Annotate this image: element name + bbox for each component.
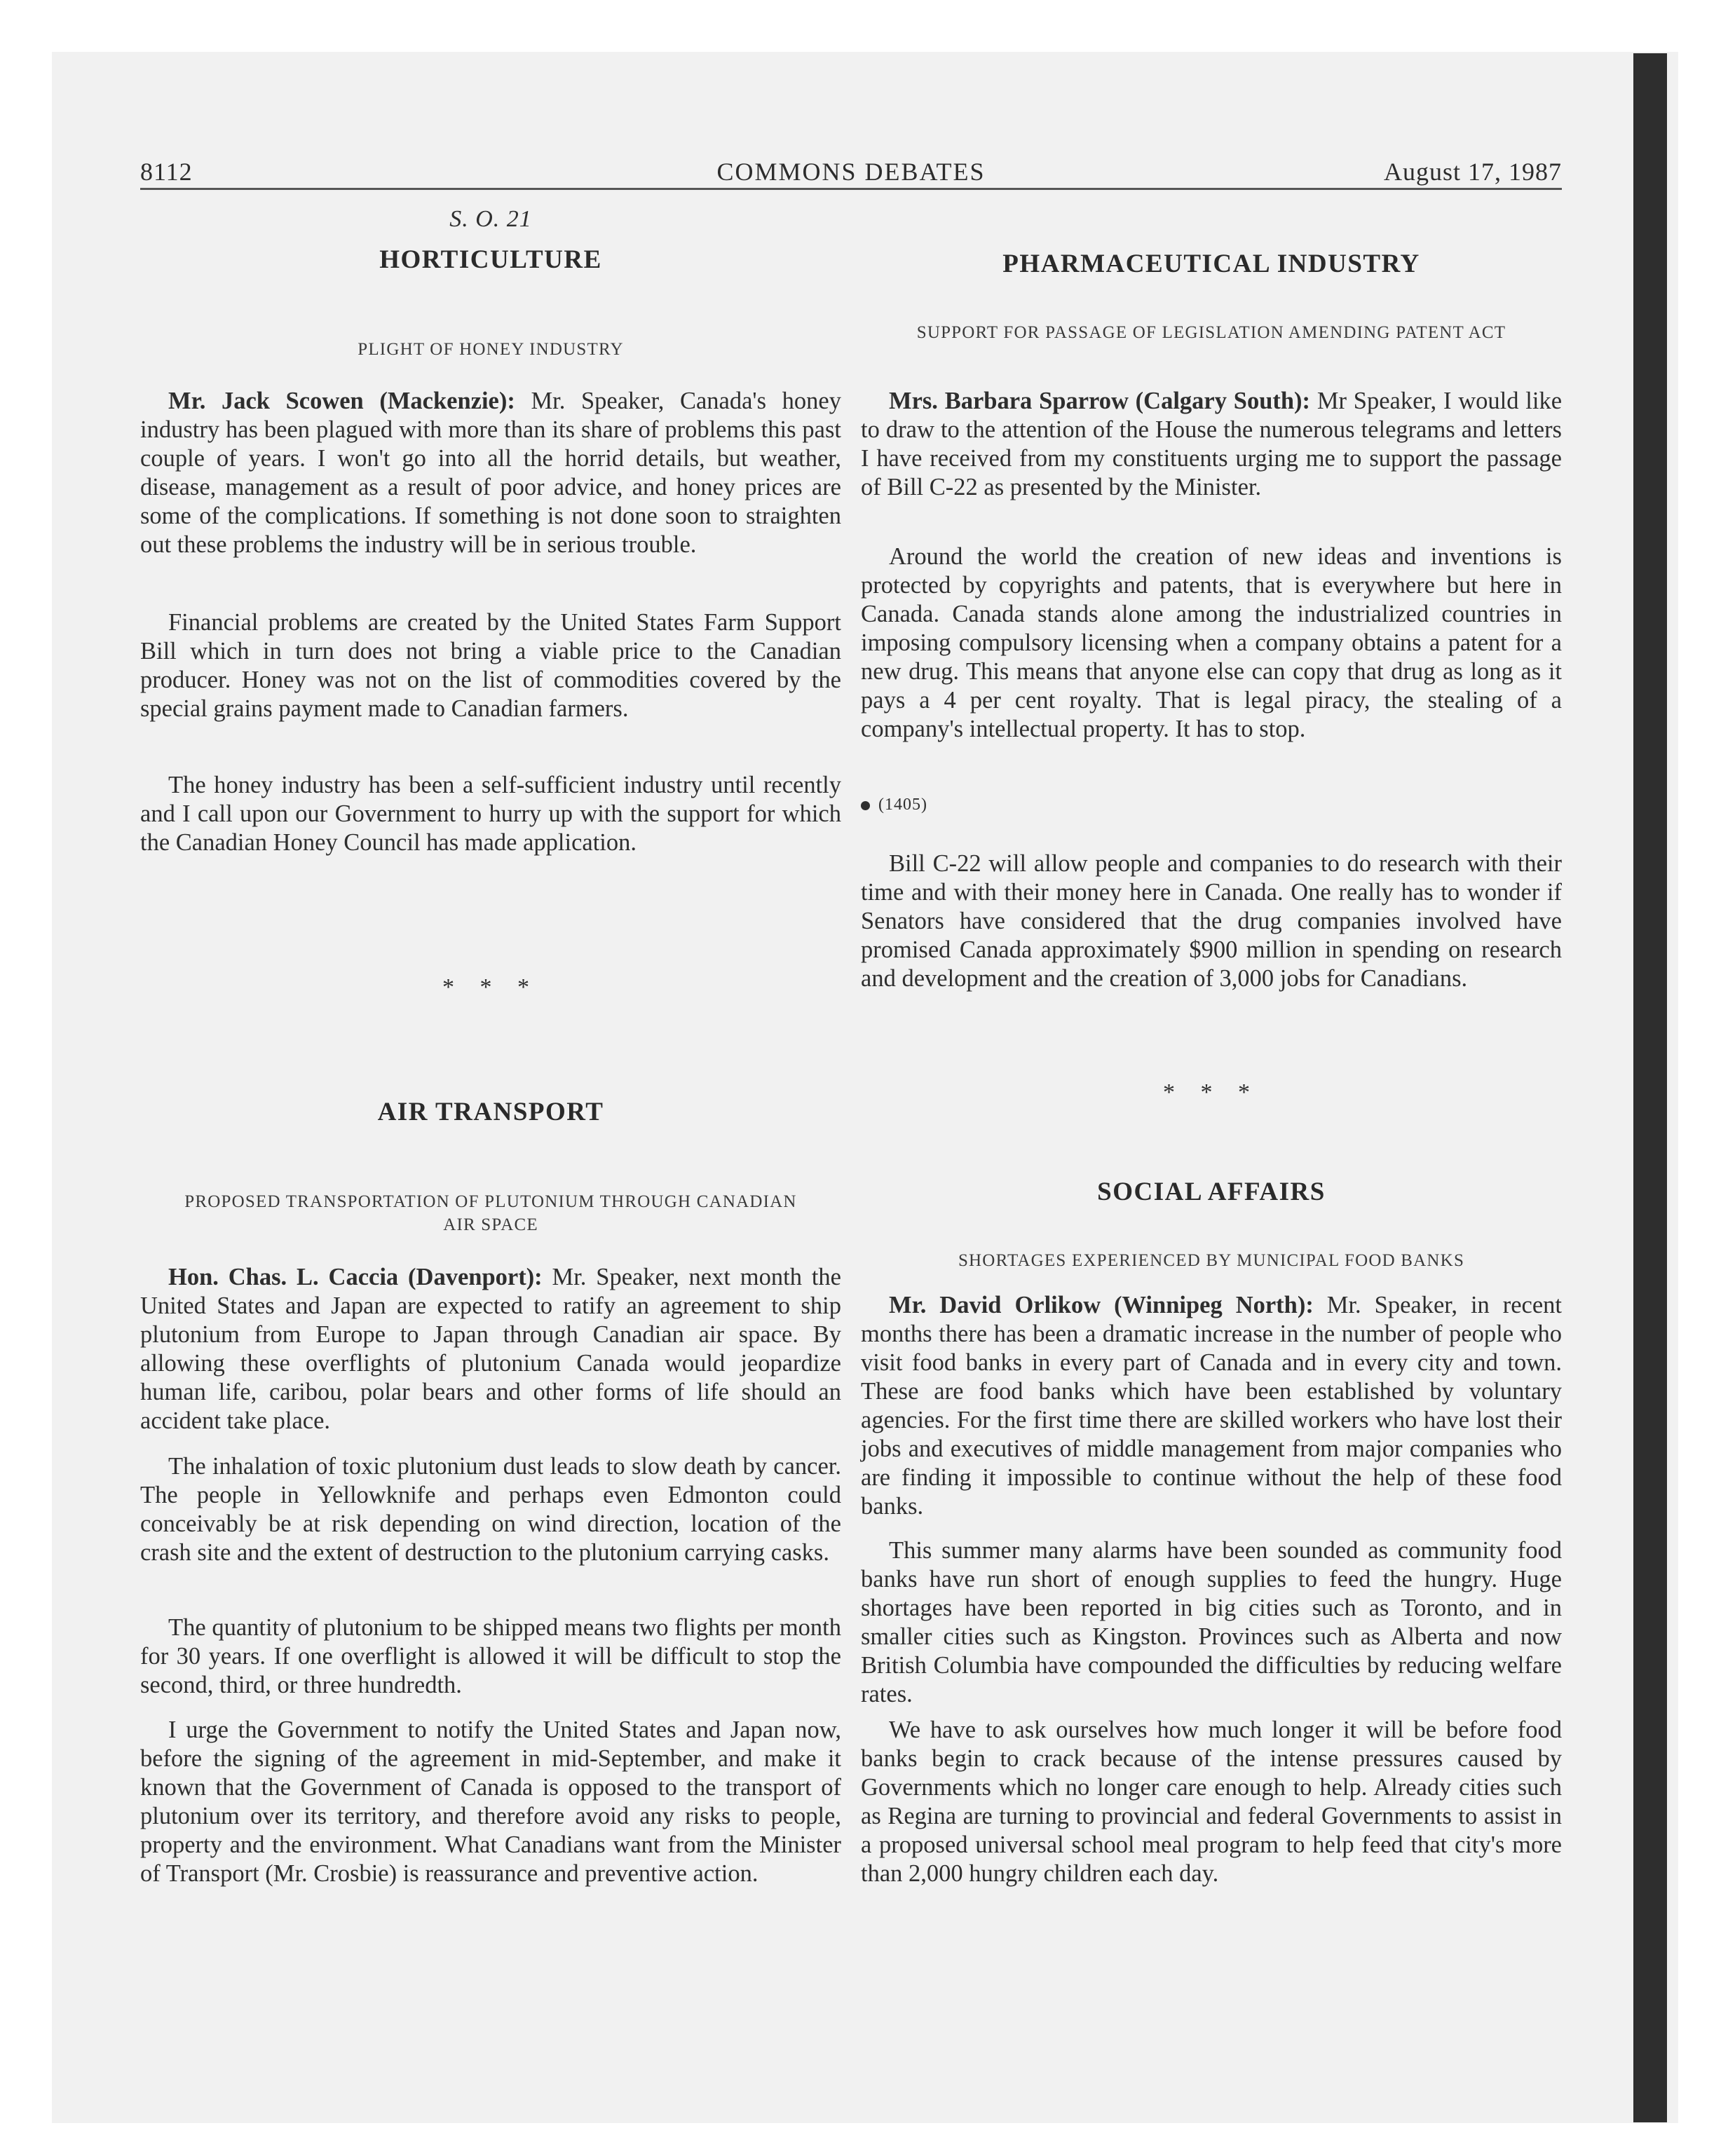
paragraph-text: Mr Speaker, I would like to draw to the attention of the House the numerous telegrams and letters I have received from my constituents urging me to support the passage of Bill C-22 as presented by the Minister. — [861, 388, 1563, 500]
paragraph — [861, 850, 1562, 993]
paragraph — [861, 1716, 1562, 1888]
paragraph — [861, 387, 1562, 502]
section-title-horticulture: HORTICULTURE — [379, 245, 602, 274]
paragraph-text: We have to ask ourselves how much longer it will be before food banks begin to crack because of the intense pressures caused by Governments which no longer care enough to help. Already cities such as Regina are turning to provincial and federal Governments to assist in a proposed universal school meal program to help feed that city's more than 2,000 hungry children each day. — [861, 1717, 1562, 1887]
paragraph-text: The quantity of plutonium to be shipped means two flights per month for 30 years. If one overflight is allowed it will be difficult to stop the second, third, or three hundredth. — [140, 1614, 841, 1698]
paragraph — [861, 1536, 1562, 1709]
paragraph-text: Financial problems are created by the United States Farm Support Bill which in turn does not bring a viable price to the Canadian producer. Honey was not on the list of commodities covered by the special grains payment made to Canadian farmers. — [140, 609, 841, 722]
paragraph-text: I urge the Government to notify the United States and Japan now, before the signing of the agreement in mid-September, and make it known that the Government of Canada is opposed to the transport of plutonium over its territory, and therefore avoid any risks to people, property and the environment. What Canadians want from the Minister of Transport (Mr. Crosbie) is reassurance and preventive action. — [140, 1717, 841, 1887]
paragraph — [861, 1291, 1562, 1521]
subtitle-food-banks: SHORTAGES EXPERIENCED BY MUNICIPAL FOOD BANKS — [958, 1251, 1465, 1270]
time-marker-text: (1405) — [878, 796, 927, 814]
paragraph — [861, 543, 1562, 744]
paragraph — [140, 771, 841, 857]
paragraph-text: Mr. Speaker, in recent months there has been a dramatic increase in the number of people who visit food banks in every part of Canada and in every city and town. These are food banks which have been established by voluntary agencies. For the first time there are skilled workers who have lost their jobs and executives of middle management from major companies who are finding it impossible to continue without the help of these food banks. — [861, 1292, 1563, 1520]
paragraph — [140, 1613, 841, 1700]
speaker-name: Mrs. Barbara Sparrow (Calgary South): — [889, 388, 1311, 414]
section-title-pharmaceutical: PHARMACEUTICAL INDUSTRY — [1002, 250, 1420, 278]
paragraph — [140, 1716, 841, 1888]
speaker-name: Hon. Chas. L. Caccia (Davenport): — [168, 1264, 543, 1290]
subtitle-patent-act: SUPPORT FOR PASSAGE OF LEGISLATION AMENDING PATENT ACT — [916, 323, 1506, 342]
paragraph — [140, 1263, 841, 1435]
paragraph-text: Bill C-22 will allow people and companies to do research with their time and with their money here in Canada. One really has to wonder if Senators have considered that the drug companies involved have promised Canada approximately $900 million in spending on research and development and the creation of 3,000 jobs for Canadians. — [861, 850, 1562, 992]
speech-scowen — [140, 387, 841, 559]
publication-title: COMMONS DEBATES — [716, 158, 986, 186]
speech-caccia — [140, 1263, 841, 1435]
subtitle-honey-industry: PLIGHT OF HONEY INDUSTRY — [358, 340, 624, 359]
paragraph — [140, 1452, 841, 1567]
section-title-air-transport: AIR TRANSPORT — [377, 1098, 604, 1126]
paragraph-text: The honey industry has been a self-sufficient industry until recently and I call upon our Government to hurry up with the support for which the Canadian Honey Council has made application. — [140, 772, 841, 856]
speaker-name: Mr. Jack Scowen (Mackenzie): — [168, 388, 515, 414]
paragraph-text: Around the world the creation of new ideas and inventions is protected by copyrights and patents, that is everywhere but here in Canada. Canada stands alone among the industrialized countries in imposing compulsory licensing when a company obtains a patent for a new drug. This means that anyone else can copy that drug as long as it pays a 4 per cent royalty. That is legal piracy, the stealing of a company's intellectual property. It has to stop. — [861, 543, 1562, 742]
speech-sparrow — [861, 387, 1562, 502]
standing-order-label: S. O. 21 — [449, 206, 532, 232]
paragraph-text: The inhalation of toxic plutonium dust leads to slow death by cancer. The people in Yellowknife and perhaps even Edmonton could conceivably be at risk depending on wind direction, location of the crash site and the extent of destruction to the plutonium carrying casks. — [140, 1453, 841, 1566]
scan-edge-bar — [1633, 53, 1667, 2122]
bullet-dot-icon — [861, 801, 870, 810]
section-title-social-affairs: SOCIAL AFFAIRS — [1097, 1178, 1326, 1206]
publication-date: August 17, 1987 — [1383, 158, 1562, 186]
page-header — [140, 156, 1562, 190]
speech-orlikow — [861, 1291, 1562, 1521]
subtitle-plutonium: PROPOSED TRANSPORTATION OF PLUTONIUM THROUGH CANADIAN AIR SPACE — [184, 1192, 797, 1234]
paragraph-text: This summer many alarms have been sounded as community food banks have run short of enough supplies to feed the hungry. Huge shortages have been reported in big cities such as Toronto, and in smaller cities such as Kingston. Provinces such as Alberta and now British Columbia have compounded the difficulties by reducing welfare rates. — [861, 1537, 1562, 1707]
paragraph-text: Mr. Speaker, Canada's honey industry has been plagued with more than its share of problems this past couple of years. I won't go into all the horrid details, but weather, disease, management as a result of poor advice, and honey prices are some of the complications. If something is not done soon to straighten out these problems the industry will be in serious trouble. — [140, 388, 841, 558]
section-separator: * * * — [442, 974, 539, 1000]
paragraph — [140, 387, 841, 559]
page-number: 8112 — [140, 158, 193, 186]
time-marker — [861, 791, 1562, 819]
paragraph-text: Mr. Speaker, next month the United States and Japan are expected to ratify an agreement to ship plutonium from Europe to Japan through Canadian air space. By allowing these overflights of plutonium Canada would jeopardize human life, caribou, polar bears and other forms of life should an accident take place. — [140, 1264, 841, 1434]
speaker-name: Mr. David Orlikow (Winnipeg North): — [889, 1292, 1314, 1318]
section-separator: * * * — [1163, 1079, 1260, 1105]
paragraph — [140, 608, 841, 723]
